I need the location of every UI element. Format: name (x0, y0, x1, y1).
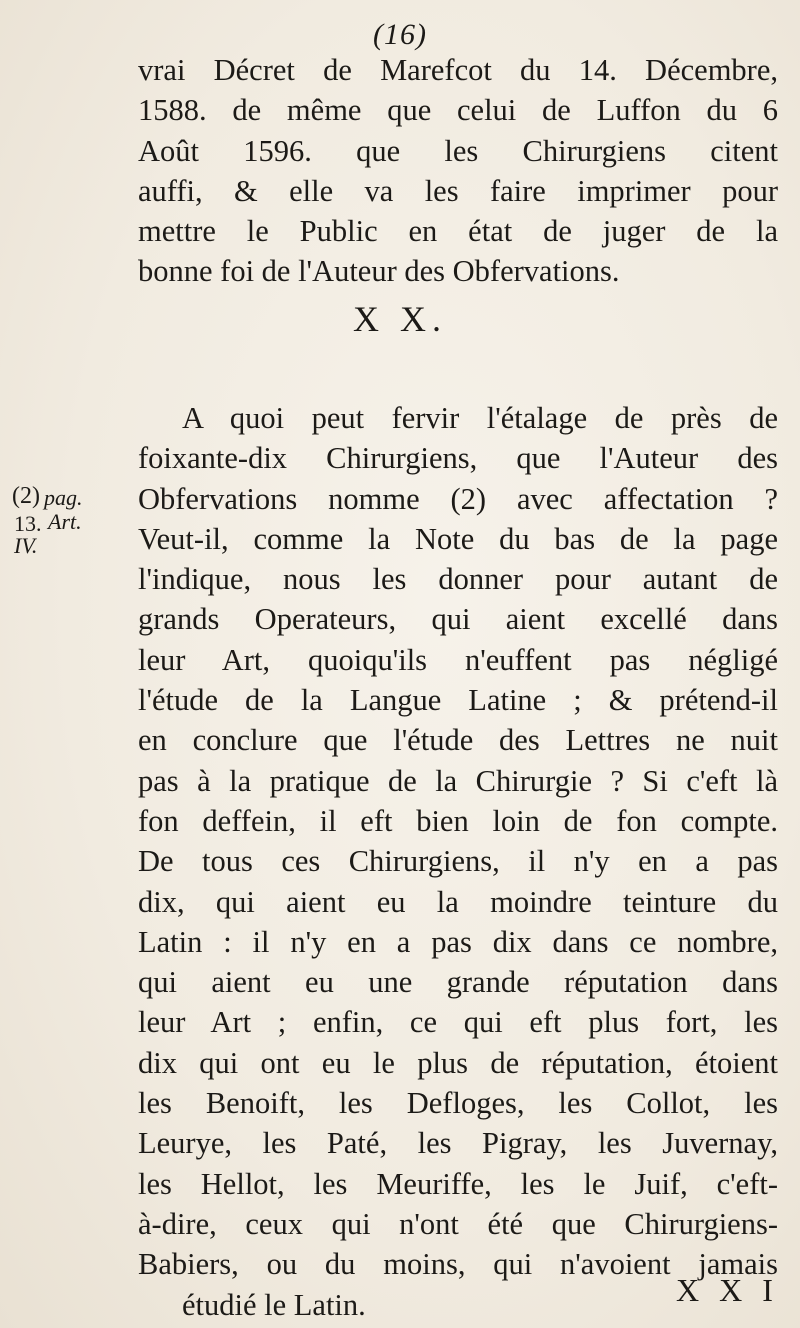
text-line: Obfervations nomme (2) avec affectation ? (138, 481, 778, 516)
margin-note-page-number: 13. (14, 511, 42, 536)
text-line: auffi, & elle va les faire imprimer pour (138, 173, 778, 208)
paragraph-continued (138, 50, 778, 292)
catchword: X X I (676, 1272, 779, 1308)
margin-note-page: pag. (44, 485, 83, 510)
text-line: De tous ces Chirurgiens, il n'y en a pas (138, 844, 778, 879)
text-line: les Benoift, les Defloges, les Collot, les (138, 1086, 778, 1121)
margin-note-article: Art. (48, 509, 82, 534)
text-line: bonne foi de l'Auteur des Obfervations. (138, 254, 620, 289)
text-line: les Hellot, les Meuriffe, les le Juif, c'eft- (138, 1166, 778, 1201)
text-line: Veut-il, comme la Note du bas de la page (138, 521, 778, 556)
text-line: étudié le Latin. (182, 1287, 366, 1322)
text-line: vrai Décret de Marefcot du 14. Décembre, (138, 53, 778, 87)
text-line: mettre le Public en état de juger de la (138, 214, 778, 249)
text-line: leur Art ; enfin, ce qui eft plus fort, les (138, 1005, 778, 1040)
paragraph-section-xx (138, 398, 778, 1325)
section-heading: X X. (353, 299, 447, 339)
text-line: qui aient eu une grande réputation dans (138, 965, 778, 1000)
text-line: dix qui ont eu le plus de réputation, étoient (138, 1045, 778, 1080)
text-line: dix, qui aient eu la moindre teinture du (138, 884, 778, 919)
text-line: leur Art, quoiqu'ils n'euffent pas négligé (138, 642, 778, 677)
text-line: Août 1596. que les Chirurgiens citent (138, 133, 778, 168)
margin-note-article-number: IV. (14, 533, 38, 558)
text-line: fon deffein, il eft bien loin de fon compte. (138, 803, 778, 838)
text-line: à-dire, ceux qui n'ont été que Chirurgiens- (138, 1206, 778, 1241)
text-line: l'étude de la Langue Latine ; & prétend-il (138, 683, 778, 718)
text-line: Leurye, les Paté, les Pigray, les Juvernay, (138, 1126, 778, 1161)
text-line: foixante-dix Chirurgiens, que l'Auteur des (138, 441, 778, 476)
text-line: Latin : il n'y en a pas dix dans ce nombre, (138, 924, 778, 959)
text-line: 1588. de même que celui de Luffon du 6 (138, 93, 778, 128)
text-line: pas à la pratique de la Chirurgie ? Si c'eft là (138, 763, 778, 798)
text-line: l'indique, nous les donner pour autant de (138, 562, 778, 597)
text-line: grands Operateurs, qui aient excellé dans (138, 602, 778, 637)
text-line: en conclure que l'étude des Lettres ne nuit (138, 723, 778, 758)
margin-note-reference: (2) (12, 483, 40, 509)
text-line: Babiers, ou du moins, qui n'avoient jamais (138, 1247, 778, 1282)
page-number: (16) (373, 18, 427, 51)
text-line: A quoi peut fervir l'étalage de près de (182, 401, 778, 435)
